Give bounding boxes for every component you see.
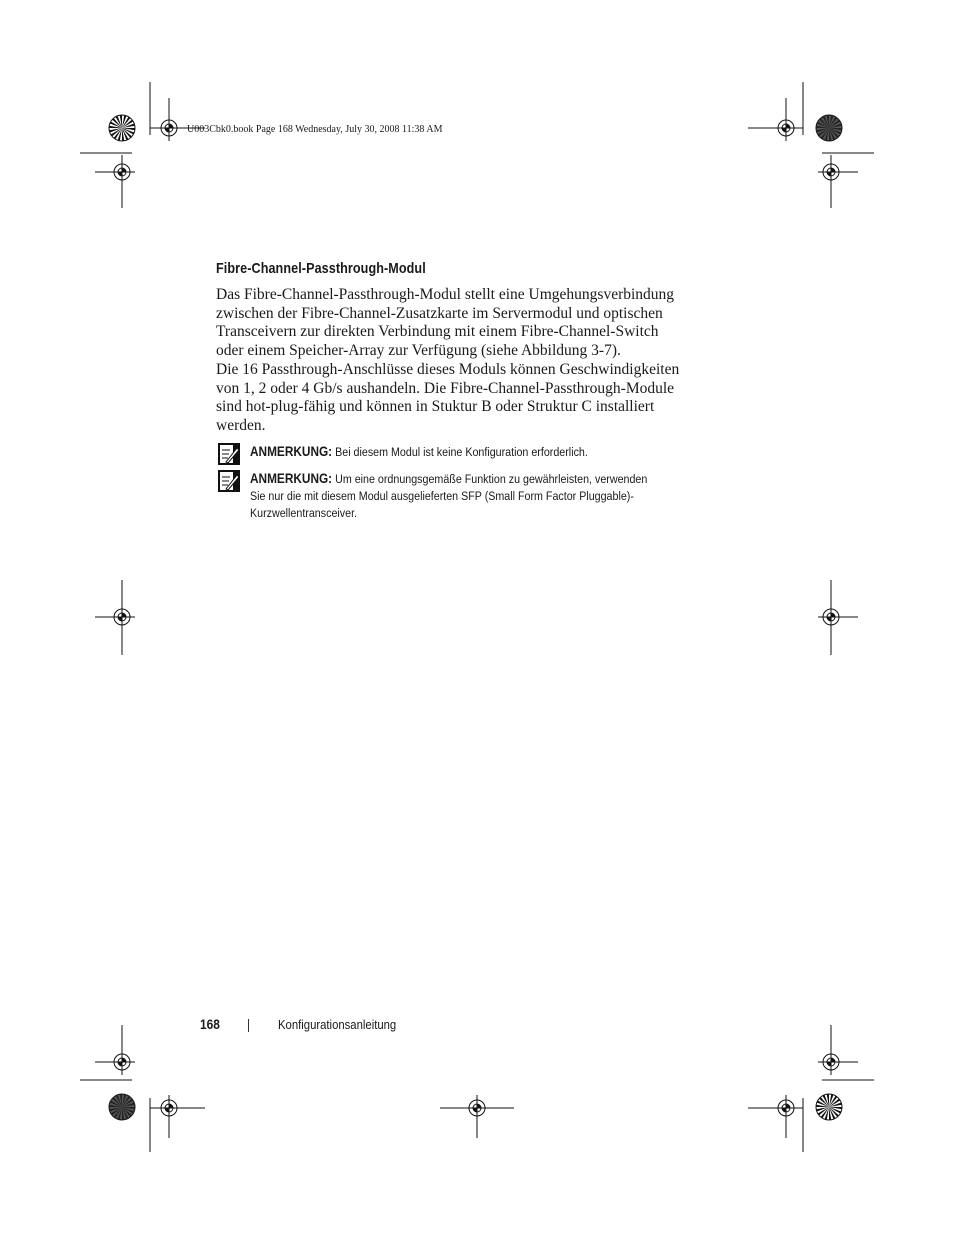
section-heading: Fibre-Channel-Passthrough-Modul: [216, 260, 426, 277]
print-slug: U003Cbk0.book Page 168 Wednesday, July 30, 2008 11:38 AM: [187, 124, 443, 135]
paragraph-2: [216, 361, 716, 435]
note-text: [250, 443, 588, 461]
note-label: ANMERKUNG:: [250, 444, 333, 459]
paragraph-line: Transceivern zur direkten Verbindung mit einem Fibre-Channel-Switch: [216, 323, 659, 341]
note-body-line: Kurzwellentransceiver.: [250, 506, 358, 520]
page-number: 168: [200, 1016, 220, 1032]
paragraph-line: Die 16 Passthrough-Anschlüsse dieses Moduls können Geschwindigkeiten: [216, 361, 680, 378]
footer-title: Konfigurationsanleitung: [278, 1017, 397, 1032]
color-wheel-icon: [816, 115, 842, 141]
paragraph-line: sind hot-plug-fähig und können in Stuktur B oder Struktur C installiert: [216, 398, 655, 416]
paragraph-line: von 1, 2 oder 4 Gb/s aushandeln. Die Fibre-Channel-Passthrough-Module: [216, 379, 675, 397]
note-body-line: Sie nur die mit diesem Modul ausgelieferten SFP (Small Form Factor Pluggable)-: [250, 489, 634, 503]
color-wheel-icon: [109, 1094, 135, 1120]
pencil-note-icon: [218, 470, 240, 492]
footer-separator: [248, 1019, 249, 1032]
paragraph-line: Das Fibre-Channel-Passthrough-Modul stellt eine Umgehungsverbindung: [216, 286, 675, 303]
note-label: ANMERKUNG:: [250, 471, 333, 486]
paragraph-line: zwischen der Fibre-Channel-Zusatzkarte im Servermodul und optischen: [216, 304, 663, 322]
pencil-note-icon: [218, 443, 240, 465]
color-wheel-icon: [816, 1094, 842, 1120]
paragraph-line: oder einem Speicher-Array zur Verfügung (siehe Abbildung 3-7).: [216, 341, 621, 359]
color-wheel-icon: [109, 115, 135, 141]
note-body-line: Bei diesem Modul ist keine Konfiguration erforderlich.: [335, 445, 588, 459]
paragraph-line: werden.: [216, 416, 266, 434]
note-body-line: Um eine ordnungsgemäße Funktion zu gewährleisten, verwenden: [335, 472, 648, 486]
note-text: [250, 470, 647, 522]
paragraph-1: [216, 286, 716, 360]
